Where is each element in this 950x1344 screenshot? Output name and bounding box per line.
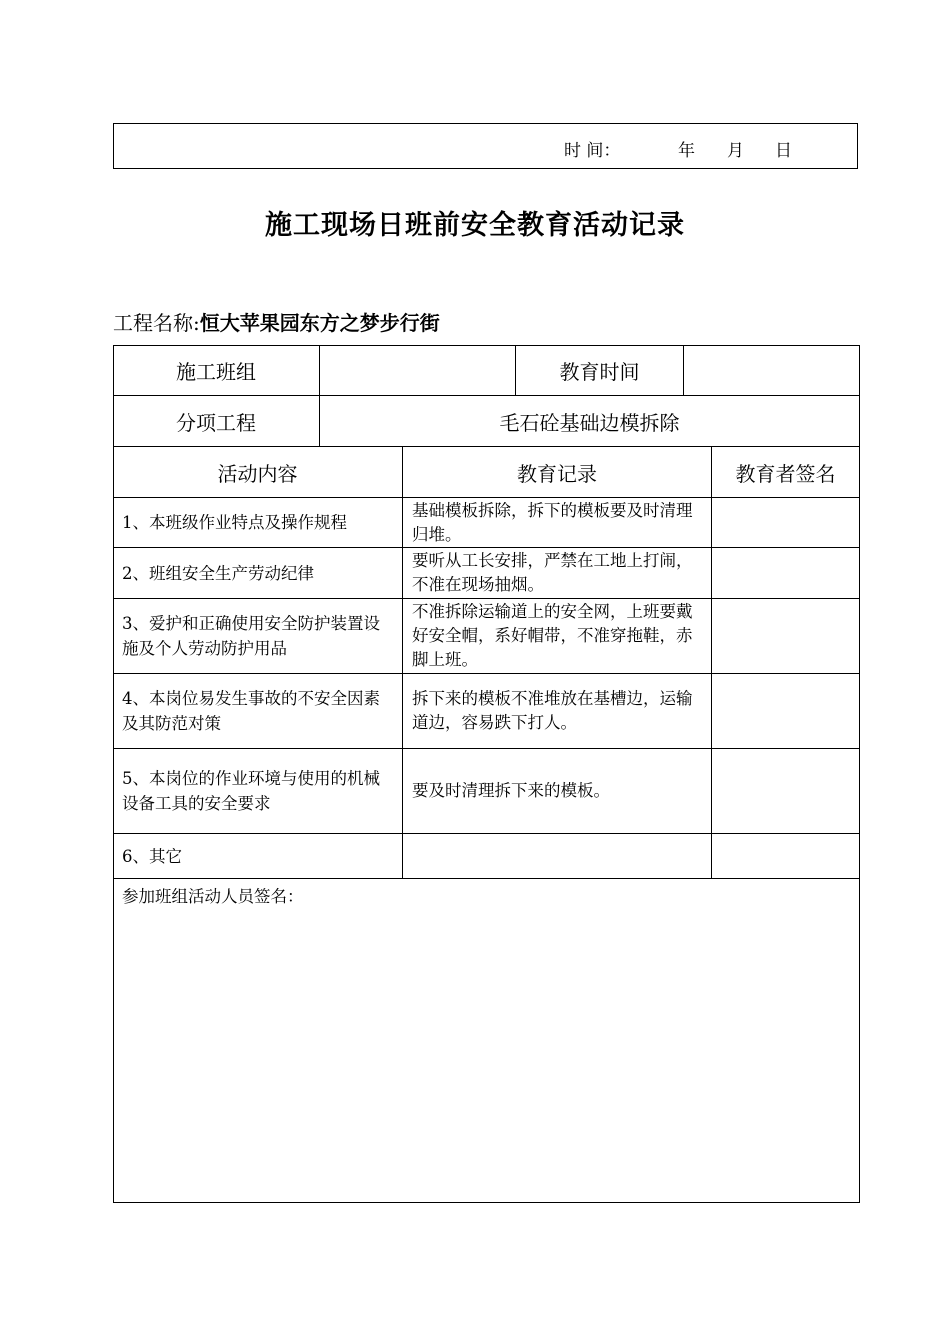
col-record-header: 教育记录 xyxy=(517,461,597,486)
record-item-3: 不准拆除运输道上的安全网，上班要戴好安全帽，系好帽带，不准穿拖鞋，赤脚上班。 xyxy=(412,602,693,669)
record-item-4: 拆下来的模板不准堆放在基槽边，运输道边，容易跌下打人。 xyxy=(412,689,693,732)
subproject-label: 分项工程 xyxy=(176,410,256,435)
activity-item-4: 4、本岗位易发生事故的不安全因素及其防范对策 xyxy=(122,689,380,733)
border-right xyxy=(859,345,860,1203)
col-activity-header: 活动内容 xyxy=(217,461,298,486)
record-item-5: 要及时清理拆下来的模板。 xyxy=(412,781,610,800)
edu-time-field[interactable] xyxy=(684,345,859,395)
signer-field-5[interactable] xyxy=(712,749,859,833)
activity-item-2: 2、班组安全生产劳动纪律 xyxy=(122,563,314,583)
border-bottom xyxy=(113,1202,860,1203)
project-line xyxy=(113,307,440,336)
record-item-1: 基础模板拆除，拆下的模板要及时清理归堆。 xyxy=(412,500,693,544)
activity-item-6: 6、其它 xyxy=(122,846,182,866)
subproject-value: 毛石砼基础边模拆除 xyxy=(499,410,680,435)
time-label: 时 间： xyxy=(564,141,621,161)
participants-label: 参加班组活动人员签名： xyxy=(122,887,304,906)
activity-item-3: 3、爱护和正确使用安全防护装置设施及个人劳动防护用品 xyxy=(122,614,380,658)
signer-field-4[interactable] xyxy=(712,674,859,748)
team-field[interactable] xyxy=(320,345,515,395)
day-label: 日 xyxy=(775,141,792,161)
year-label: 年 xyxy=(678,141,695,161)
edu-time-label: 教育时间 xyxy=(559,359,640,384)
date-box xyxy=(113,123,858,169)
record-form xyxy=(113,345,860,1203)
signer-field-6[interactable] xyxy=(712,834,859,878)
signer-field-2[interactable] xyxy=(712,548,859,598)
month-label: 月 xyxy=(727,141,744,161)
col-signer-header: 教育者签名 xyxy=(735,461,836,486)
team-label: 施工班组 xyxy=(176,359,256,384)
signer-field-1[interactable] xyxy=(712,498,859,547)
activity-item-5: 5、本岗位的作业环境与使用的机械设备工具的安全要求 xyxy=(122,769,380,813)
project-name: 恒大苹果园东方之梦步行街 xyxy=(199,311,440,335)
signer-field-3[interactable] xyxy=(712,599,859,673)
record-item-6[interactable] xyxy=(403,834,711,878)
project-label: 工程名称: xyxy=(113,311,200,335)
record-item-2: 要听从工长安排，严禁在工地上打闹，不准在现场抽烟。 xyxy=(412,551,693,594)
page-title: 施工现场日班前安全教育活动记录 xyxy=(265,210,685,241)
participants-sign-area[interactable] xyxy=(114,879,859,1202)
activity-item-1: 1、本班级作业特点及操作规程 xyxy=(122,513,347,532)
